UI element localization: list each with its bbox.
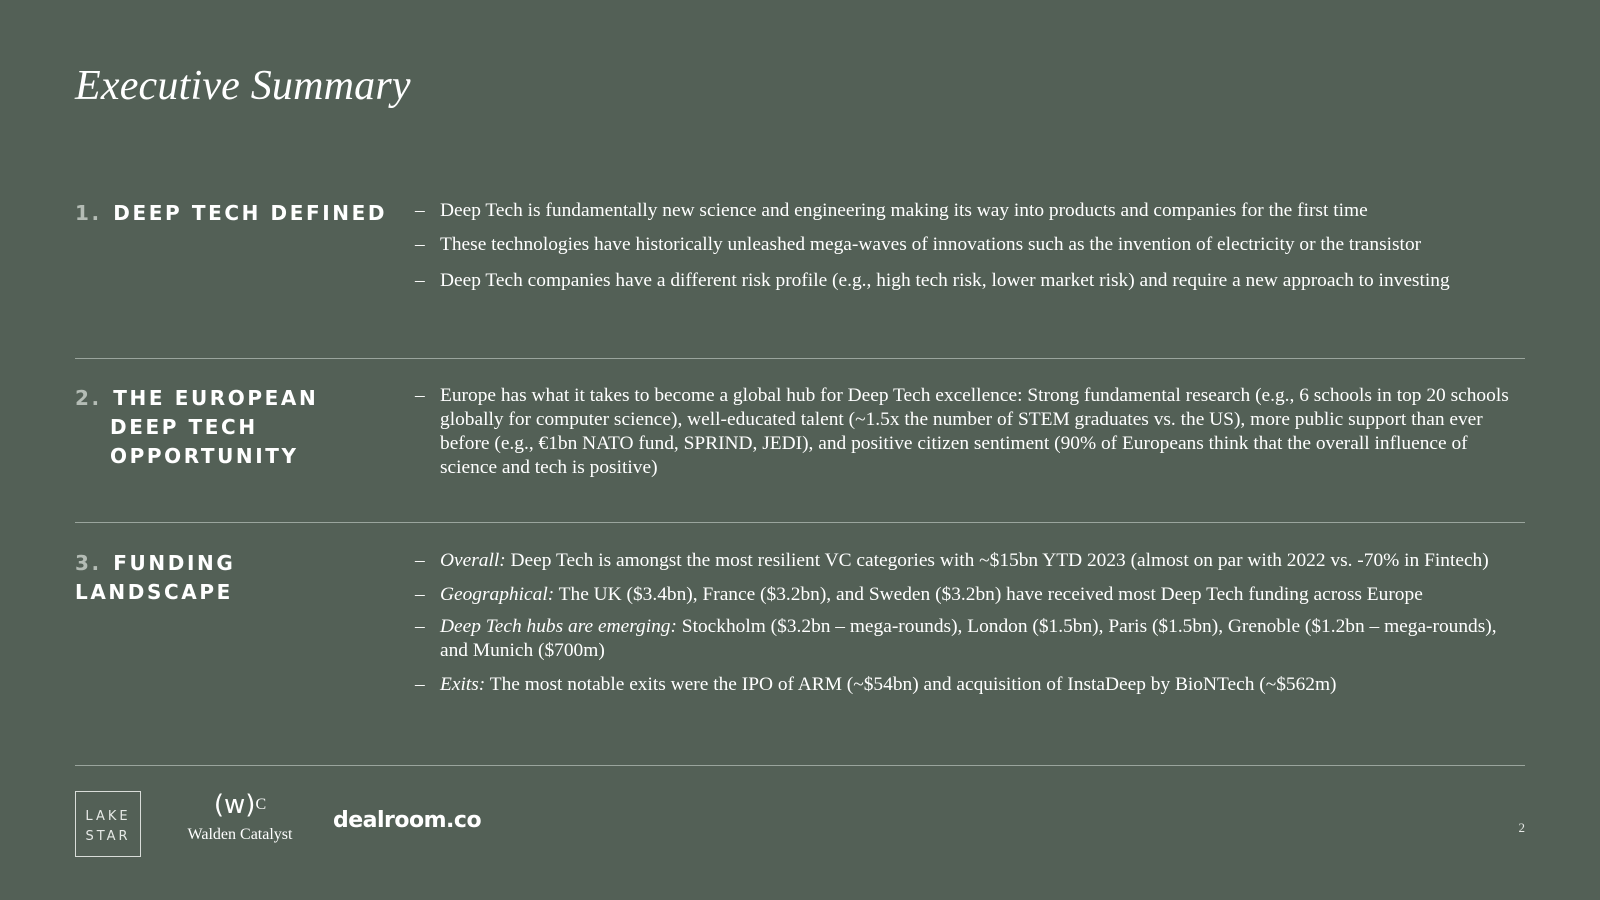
- section-divider: [75, 522, 1525, 523]
- lake-star-logo: [75, 791, 141, 857]
- page-title: Executive Summary: [75, 63, 411, 109]
- section-number: 3.: [75, 551, 102, 575]
- bullet-item: [415, 384, 1527, 480]
- section-heading: [75, 199, 395, 228]
- walden-mark-sup: C: [255, 796, 267, 813]
- bullet-item: [415, 673, 1527, 697]
- bullet-list: [415, 384, 1527, 490]
- section-number: 1.: [75, 201, 102, 225]
- bullet-item: [415, 583, 1527, 607]
- bullet-item: [415, 199, 1527, 223]
- section-heading: [75, 384, 395, 471]
- bullet-text: Europe has what it takes to become a global hub for Deep Tech excellence: Strong fundamental research (e.g., 6 schools in top 20 schools globally for computer science), well-educated talent (~1.5x the number of STEM graduates vs. the US), more public support than ever before (e.g., €1bn NATO fund, SPRIND, JEDI), and positive citizen sentiment (90% of Europeans think that the overall influence of science and tech is positive): [440, 385, 1509, 478]
- bullet-list: [415, 199, 1527, 303]
- section-heading: [75, 549, 395, 607]
- section-heading-line: DEEP TECH: [110, 415, 258, 439]
- lake-star-logo-line: LAKE: [85, 809, 131, 824]
- section-divider: [75, 358, 1525, 359]
- bullet-text: Deep Tech companies have a different risk profile (e.g., high tech risk, lower market risk) and require a new approach to investing: [440, 270, 1450, 291]
- bullet-item: [415, 549, 1527, 573]
- walden-mark-text: (w): [213, 790, 256, 820]
- bullet-item: [415, 233, 1527, 257]
- bullet-lead: Deep Tech hubs are emerging:: [440, 616, 677, 637]
- section-heading-line: OPPORTUNITY: [110, 444, 299, 468]
- walden-mark: [180, 790, 300, 820]
- bullet-list: [415, 549, 1527, 707]
- dealroom-logo: dealroom.co: [333, 808, 482, 833]
- bullet-text: These technologies have historically unleashed mega-waves of innovations such as the invention of electricity or the transistor: [440, 234, 1422, 255]
- walden-name: Walden Catalyst: [187, 826, 293, 843]
- section-heading-line: DEEP TECH DEFINED: [113, 201, 388, 225]
- bullet-text: Stockholm ($3.2bn – mega-rounds), London ($1.5bn), Paris ($1.5bn), Grenoble ($1.2bn – mega-rounds), and Munich ($700m): [440, 616, 1497, 661]
- bullet-item: [415, 615, 1527, 663]
- walden-catalyst-logo: [180, 790, 300, 860]
- bullet-lead: Overall:: [440, 550, 506, 571]
- section-heading-line: FUNDING LANDSCAPE: [75, 551, 236, 604]
- section-heading-line: THE EUROPEAN: [113, 386, 319, 410]
- footer-divider: [75, 765, 1525, 766]
- page-number: 2: [1518, 820, 1525, 835]
- bullet-lead: Exits:: [440, 674, 486, 695]
- lake-star-logo-line: STAR: [85, 829, 131, 844]
- bullet-text: Deep Tech is amongst the most resilient VC categories with ~$15bn YTD 2023 (almost on par with 2022 vs. -70% in Fintech): [505, 550, 1489, 571]
- bullet-text: The UK ($3.4bn), France ($3.2bn), and Sweden ($3.2bn) have received most Deep Tech funding across Europe: [554, 584, 1423, 605]
- bullet-lead: Geographical:: [440, 584, 555, 605]
- bullet-text: Deep Tech is fundamentally new science and engineering making its way into products and companies for the first time: [440, 200, 1368, 221]
- bullet-text: The most notable exits were the IPO of ARM (~$54bn) and acquisition of InstaDeep by BioNTech (~$562m): [485, 674, 1337, 695]
- section-number: 2.: [75, 386, 102, 410]
- bullet-item: [415, 269, 1527, 293]
